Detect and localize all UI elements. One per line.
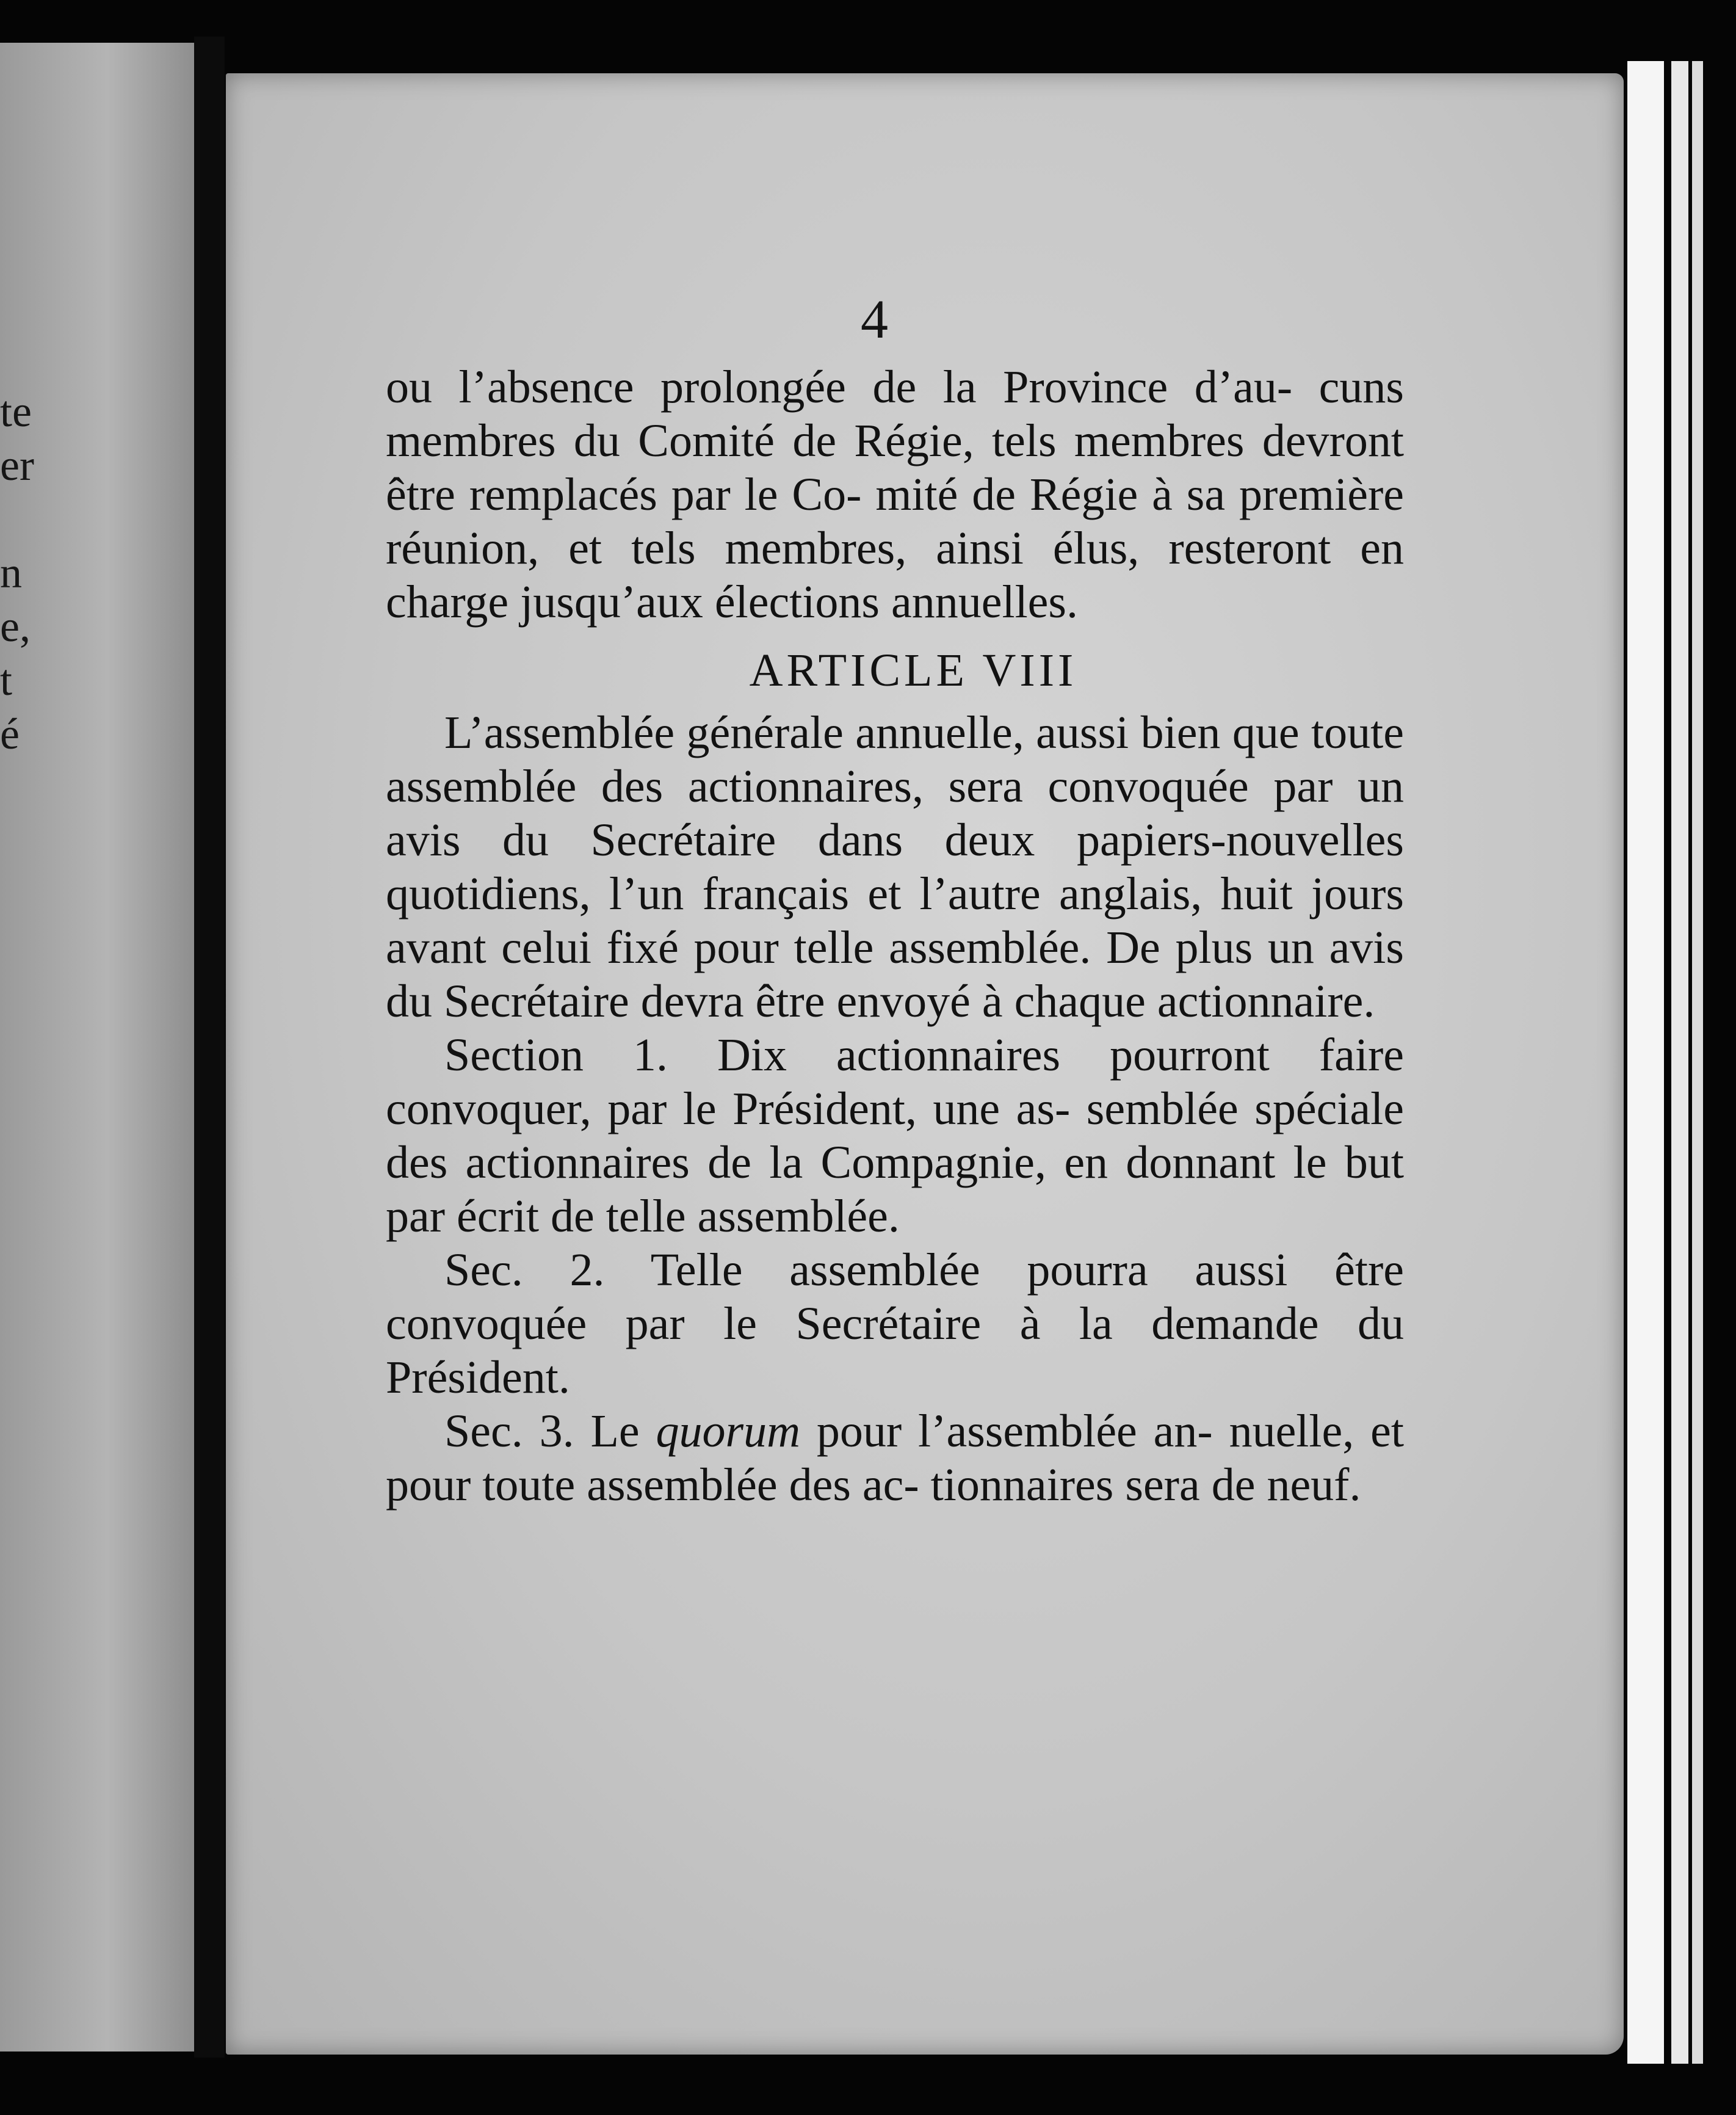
fragment-line: é xyxy=(0,709,20,758)
fragment-line: n xyxy=(0,548,22,597)
fragment-line xyxy=(0,492,43,546)
article-paragraph: L’assemblée générale annuelle, aussi bien que toute assemblée des actionnaires, sera convoquée par un avis du Secrétaire dans deux papiers-nouvelles quotidiens, l’un français et l’autre anglais, huit jours avant celui fixé pour telle assemblée. De plus un avis du Secrétaire devra être envoyé à chaque actionnaire. xyxy=(386,707,1404,1027)
section-3-italic-term: quorum xyxy=(656,1406,800,1457)
fragment-line: er xyxy=(0,441,34,490)
document-page xyxy=(226,73,1624,2055)
book-gutter xyxy=(194,37,225,2058)
section-1-paragraph: Section 1. Dix actionnaires pourront faire convoquer, par le Président, une as- semblée spéciale des actionnaires de la Compagnie, en donnant le but par écrit de telle assemblée. xyxy=(386,1029,1404,1242)
fragment-line: t xyxy=(0,656,13,705)
section-2-paragraph: Sec. 2. Telle assemblée pourra aussi être convoquée par le Secrétaire à la demande du Président. xyxy=(386,1244,1404,1403)
opening-paragraph: ou l’absence prolongée de la Province d’au- cuns membres du Comité de Régie, tels membres devront être remplacés par le Co- mité de Régie à sa première réunion, et tels membres, ainsi élus, resteront en charge jusqu’aux élections annuelles. xyxy=(386,361,1404,628)
previous-page-text-fragments xyxy=(0,385,43,761)
section-3-suffix: pour l’assemblée an- nuelle, et pour toute assemblée des ac- tionnaires sera de neuf. xyxy=(386,1406,1404,1511)
page-edge xyxy=(1627,61,1664,2064)
previous-page-fragment xyxy=(0,43,199,2052)
page-edge xyxy=(1692,61,1703,2064)
page-number: 4 xyxy=(861,289,888,350)
page-edge xyxy=(1671,61,1688,2064)
fragment-line: e, xyxy=(0,602,31,651)
fragment-line: te xyxy=(0,387,32,436)
page-body xyxy=(386,360,1404,1512)
article-heading: ARTICLE VIII xyxy=(749,645,1077,696)
section-3-paragraph xyxy=(386,1404,1404,1512)
section-3-prefix: Sec. 3. Le xyxy=(444,1406,656,1457)
